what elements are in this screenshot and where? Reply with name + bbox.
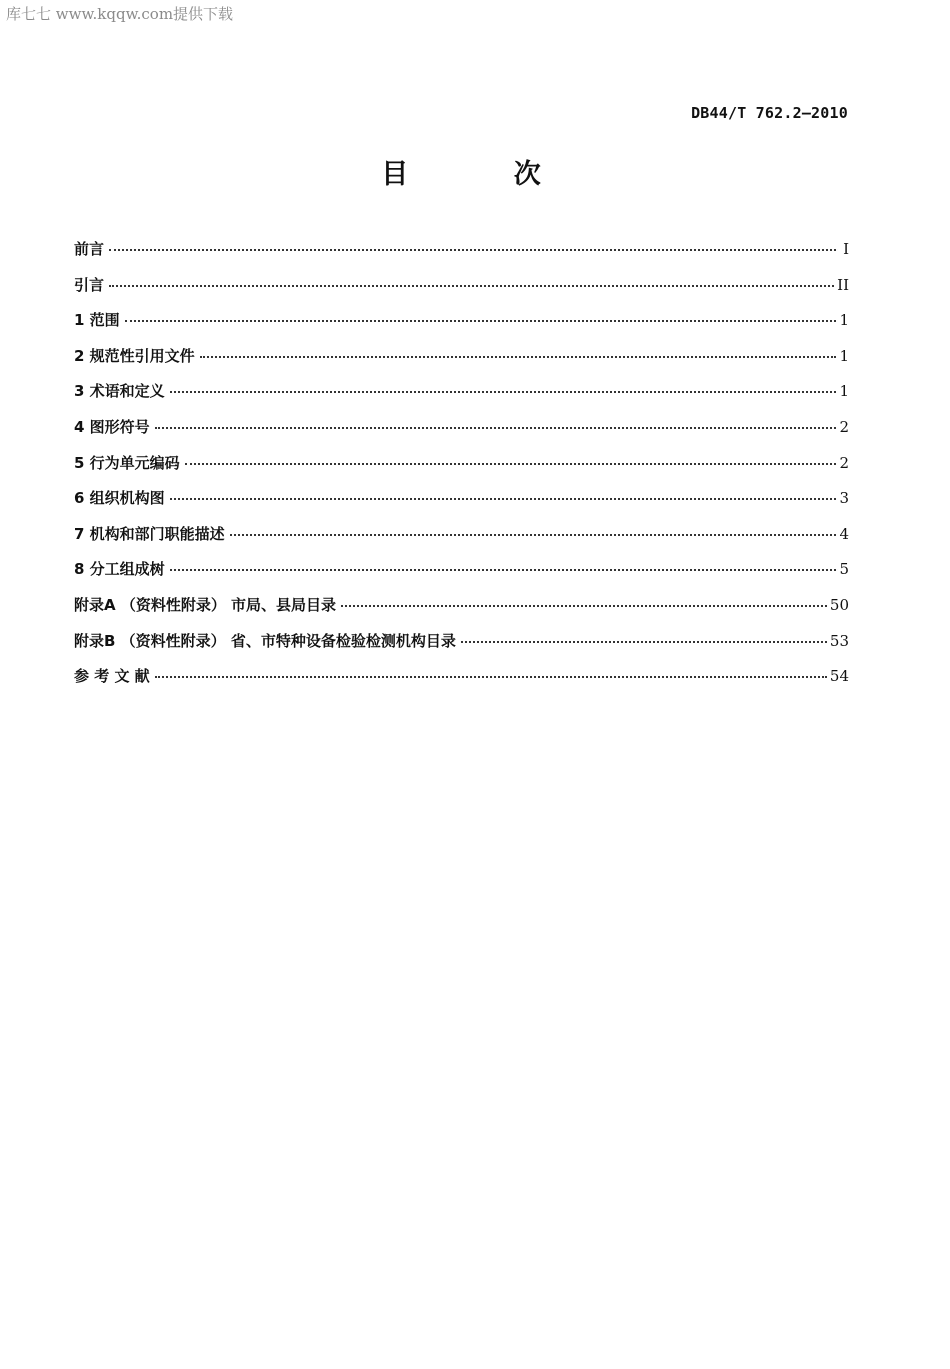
- toc-item-normative-references[interactable]: [74, 345, 849, 381]
- toc-item-appendix-a[interactable]: [74, 594, 849, 630]
- toc-item-foreword[interactable]: [74, 238, 849, 274]
- toc-item-page: 50: [829, 595, 849, 614]
- toc-item-org-chart[interactable]: [74, 487, 849, 523]
- toc-item-label: 附录B （资料性附录） 省、市特种设备检验检测机构目录: [74, 631, 456, 650]
- toc-item-page: II: [837, 275, 849, 294]
- leader-dots: [341, 605, 827, 607]
- toc-item-page: 3: [839, 489, 849, 508]
- leader-dots: [125, 320, 836, 322]
- toc-item-label: 参 考 文 献: [74, 667, 150, 686]
- toc-item-label: 1 范围: [74, 311, 120, 330]
- toc-item-label: 4 图形符号: [74, 417, 150, 436]
- toc-item-bibliography[interactable]: [74, 665, 849, 701]
- toc-item-page: I: [843, 240, 849, 258]
- toc-item-introduction[interactable]: [74, 274, 849, 310]
- toc-item-label: 前言: [74, 240, 105, 258]
- leader-dots: [109, 285, 834, 287]
- toc-item-scope[interactable]: [74, 309, 849, 345]
- toc-item-label: 7 机构和部门职能描述: [74, 524, 225, 543]
- toc-item-page: 1: [839, 311, 849, 330]
- toc-item-page: 2: [839, 417, 849, 436]
- leader-dots: [109, 249, 836, 251]
- toc-item-label: 引言: [74, 275, 105, 294]
- table-of-contents: [74, 238, 849, 701]
- toc-item-functions[interactable]: [74, 523, 849, 559]
- leader-dots: [155, 676, 827, 678]
- toc-item-division-tree[interactable]: [74, 558, 849, 594]
- toc-item-label: 3 术语和定义: [74, 382, 165, 401]
- document-code: DB44/T 762.2—2010: [691, 104, 848, 122]
- leader-dots: [461, 641, 827, 643]
- toc-item-behavior-unit-coding[interactable]: [74, 452, 849, 488]
- toc-item-label: 附录A （资料性附录） 市局、县局目录: [74, 595, 337, 614]
- toc-item-appendix-b[interactable]: [74, 630, 849, 666]
- toc-item-page: 4: [839, 524, 849, 543]
- leader-dots: [155, 427, 836, 429]
- toc-item-page: 2: [839, 453, 849, 472]
- toc-item-page: 1: [839, 346, 849, 365]
- toc-item-page: 1: [839, 382, 849, 401]
- toc-item-label: 6 组织机构图: [74, 489, 165, 508]
- toc-item-page: 5: [839, 560, 849, 579]
- leader-dots: [200, 356, 836, 358]
- toc-item-label: 2 规范性引用文件: [74, 346, 195, 365]
- leader-dots: [185, 463, 836, 465]
- toc-item-page: 54: [829, 667, 849, 686]
- leader-dots: [170, 498, 836, 500]
- toc-item-graphic-symbols[interactable]: [74, 416, 849, 452]
- toc-item-terms-definitions[interactable]: [74, 380, 849, 416]
- toc-item-page: 53: [829, 631, 849, 650]
- toc-item-label: 8 分工组成树: [74, 560, 165, 579]
- leader-dots: [170, 569, 836, 571]
- page-title: 目 次: [381, 159, 589, 190]
- watermark-text: 库七七 www.kqqw.com提供下载: [6, 5, 234, 23]
- toc-item-label: 5 行为单元编码: [74, 453, 180, 472]
- leader-dots: [170, 391, 836, 393]
- leader-dots: [230, 534, 836, 536]
